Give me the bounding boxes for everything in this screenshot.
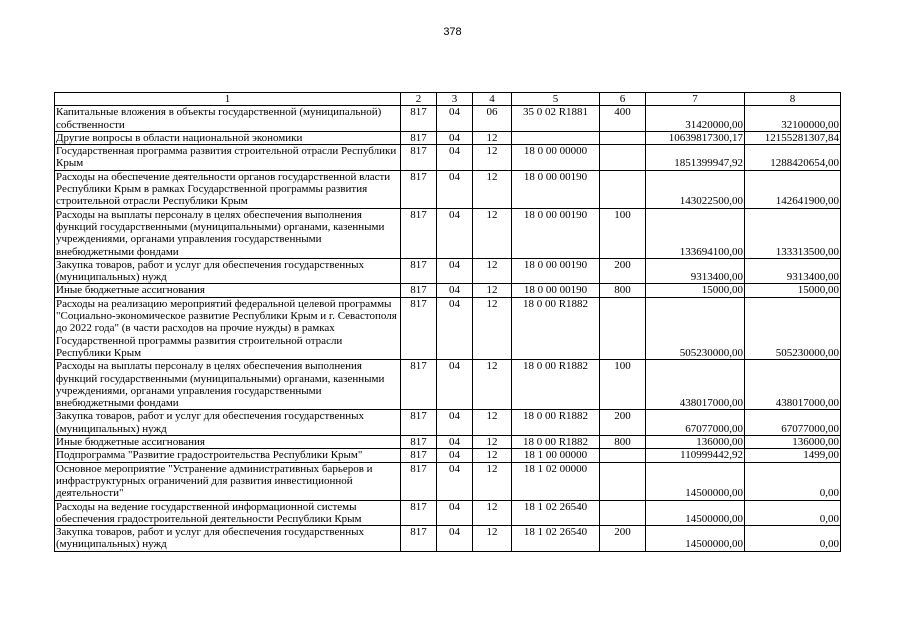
sum-year2-cell: 438017000,00 — [745, 360, 841, 410]
header-cell: 1 — [55, 93, 401, 106]
expense-type-cell — [600, 462, 646, 500]
ministry-code-cell: 817 — [401, 258, 437, 284]
target-code-cell: 18 1 02 26540 — [512, 526, 600, 552]
expense-type-cell: 800 — [600, 436, 646, 449]
ministry-code-cell: 817 — [401, 500, 437, 526]
row-name-cell: Основное мероприятие "Устранение административных барьеров и инфраструктурных ограничений для развития инвестиционной деятельности" — [55, 462, 401, 500]
subsection-code-cell: 06 — [473, 106, 512, 132]
row-name-cell: Закупка товаров, работ и услуг для обеспечения государственных (муниципальных) нужд — [55, 258, 401, 284]
target-code-cell: 18 1 02 26540 — [512, 500, 600, 526]
table-row — [55, 526, 841, 552]
subsection-code-cell: 12 — [473, 526, 512, 552]
subsection-code-cell: 12 — [473, 360, 512, 410]
row-name-cell: Иные бюджетные ассигнования — [55, 436, 401, 449]
sum-year2-cell: 1499,00 — [745, 449, 841, 462]
table-header-row — [55, 93, 841, 106]
row-name-cell: Иные бюджетные ассигнования — [55, 284, 401, 297]
target-code-cell: 18 1 00 00000 — [512, 449, 600, 462]
section-code-cell: 04 — [437, 284, 473, 297]
header-cell: 6 — [600, 93, 646, 106]
header-cell: 3 — [437, 93, 473, 106]
sum-year2-cell: 32100000,00 — [745, 106, 841, 132]
table-row — [55, 258, 841, 284]
ministry-code-cell: 817 — [401, 526, 437, 552]
target-code-cell: 18 0 00 00190 — [512, 170, 600, 208]
expense-type-cell — [600, 131, 646, 144]
target-code-cell — [512, 131, 600, 144]
subsection-code-cell: 12 — [473, 410, 512, 436]
target-code-cell: 18 0 00 00190 — [512, 258, 600, 284]
ministry-code-cell: 817 — [401, 284, 437, 297]
header-cell: 2 — [401, 93, 437, 106]
sum-year1-cell: 31420000,00 — [646, 106, 745, 132]
page-number: 378 — [443, 26, 462, 38]
ministry-code-cell: 817 — [401, 462, 437, 500]
subsection-code-cell: 12 — [473, 208, 512, 258]
sum-year1-cell: 10639817300,17 — [646, 131, 745, 144]
table-row — [55, 462, 841, 500]
ministry-code-cell: 817 — [401, 436, 437, 449]
target-code-cell: 18 1 02 00000 — [512, 462, 600, 500]
target-code-cell: 18 0 00 00190 — [512, 284, 600, 297]
section-code-cell: 04 — [437, 145, 473, 171]
table-row — [55, 500, 841, 526]
expense-type-cell: 100 — [600, 360, 646, 410]
subsection-code-cell: 12 — [473, 284, 512, 297]
sum-year1-cell: 15000,00 — [646, 284, 745, 297]
sum-year2-cell: 1288420654,00 — [745, 145, 841, 171]
sum-year2-cell: 0,00 — [745, 526, 841, 552]
ministry-code-cell: 817 — [401, 145, 437, 171]
sum-year2-cell: 0,00 — [745, 462, 841, 500]
section-code-cell: 04 — [437, 500, 473, 526]
expense-type-cell — [600, 449, 646, 462]
section-code-cell: 04 — [437, 526, 473, 552]
expense-type-cell — [600, 297, 646, 359]
sum-year1-cell: 14500000,00 — [646, 500, 745, 526]
section-code-cell: 04 — [437, 258, 473, 284]
subsection-code-cell: 12 — [473, 462, 512, 500]
row-name-cell: Капитальные вложения в объекты государственной (муниципальной) собственности — [55, 106, 401, 132]
subsection-code-cell: 12 — [473, 145, 512, 171]
sum-year1-cell: 14500000,00 — [646, 462, 745, 500]
table-row — [55, 106, 841, 132]
ministry-code-cell: 817 — [401, 360, 437, 410]
table-row — [55, 284, 841, 297]
table-row — [55, 145, 841, 171]
expense-type-cell — [600, 145, 646, 171]
row-name-cell: Подпрограмма "Развитие градостроительства Республики Крым" — [55, 449, 401, 462]
ministry-code-cell: 817 — [401, 208, 437, 258]
expense-type-cell: 100 — [600, 208, 646, 258]
sum-year1-cell: 1851399947,92 — [646, 145, 745, 171]
sum-year1-cell: 133694100,00 — [646, 208, 745, 258]
table-row — [55, 410, 841, 436]
sum-year1-cell: 9313400,00 — [646, 258, 745, 284]
subsection-code-cell: 12 — [473, 449, 512, 462]
target-code-cell: 35 0 02 R1881 — [512, 106, 600, 132]
subsection-code-cell: 12 — [473, 170, 512, 208]
subsection-code-cell: 12 — [473, 131, 512, 144]
sum-year1-cell: 505230000,00 — [646, 297, 745, 359]
row-name-cell: Другие вопросы в области национальной экономики — [55, 131, 401, 144]
sum-year1-cell: 14500000,00 — [646, 526, 745, 552]
sum-year2-cell: 15000,00 — [745, 284, 841, 297]
ministry-code-cell: 817 — [401, 410, 437, 436]
header-cell: 5 — [512, 93, 600, 106]
expense-type-cell: 200 — [600, 258, 646, 284]
expense-type-cell: 200 — [600, 410, 646, 436]
sum-year2-cell: 9313400,00 — [745, 258, 841, 284]
subsection-code-cell: 12 — [473, 258, 512, 284]
sum-year1-cell: 438017000,00 — [646, 360, 745, 410]
sum-year1-cell: 110999442,92 — [646, 449, 745, 462]
table-row — [55, 436, 841, 449]
row-name-cell: Государственная программа развития строительной отрасли Республики Крым — [55, 145, 401, 171]
section-code-cell: 04 — [437, 436, 473, 449]
section-code-cell: 04 — [437, 170, 473, 208]
table-row — [55, 360, 841, 410]
subsection-code-cell: 12 — [473, 297, 512, 359]
row-name-cell: Расходы на обеспечение деятельности органов государственной власти Республики Крым в рамках Государственной программы развития строительной отрасли Республики Крым — [55, 170, 401, 208]
subsection-code-cell: 12 — [473, 436, 512, 449]
sum-year2-cell: 0,00 — [745, 500, 841, 526]
section-code-cell: 04 — [437, 360, 473, 410]
table-row — [55, 208, 841, 258]
section-code-cell: 04 — [437, 410, 473, 436]
header-cell: 4 — [473, 93, 512, 106]
ministry-code-cell: 817 — [401, 297, 437, 359]
sum-year1-cell: 143022500,00 — [646, 170, 745, 208]
header-cell: 7 — [646, 93, 745, 106]
section-code-cell: 04 — [437, 208, 473, 258]
sum-year1-cell: 67077000,00 — [646, 410, 745, 436]
expense-type-cell: 200 — [600, 526, 646, 552]
target-code-cell: 18 0 00 R1882 — [512, 436, 600, 449]
ministry-code-cell: 817 — [401, 106, 437, 132]
target-code-cell: 18 0 00 00000 — [512, 145, 600, 171]
sum-year2-cell: 136000,00 — [745, 436, 841, 449]
sum-year1-cell: 136000,00 — [646, 436, 745, 449]
header-cell: 8 — [745, 93, 841, 106]
ministry-code-cell: 817 — [401, 449, 437, 462]
sum-year2-cell: 12155281307,84 — [745, 131, 841, 144]
section-code-cell: 04 — [437, 297, 473, 359]
table-row — [55, 170, 841, 208]
sum-year2-cell: 142641900,00 — [745, 170, 841, 208]
target-code-cell: 18 0 00 00190 — [512, 208, 600, 258]
section-code-cell: 04 — [437, 462, 473, 500]
row-name-cell: Закупка товаров, работ и услуг для обеспечения государственных (муниципальных) нужд — [55, 410, 401, 436]
table-row — [55, 131, 841, 144]
expense-type-cell — [600, 500, 646, 526]
target-code-cell: 18 0 00 R1882 — [512, 410, 600, 436]
sum-year2-cell: 505230000,00 — [745, 297, 841, 359]
ministry-code-cell: 817 — [401, 170, 437, 208]
section-code-cell: 04 — [437, 106, 473, 132]
expense-type-cell: 400 — [600, 106, 646, 132]
ministry-code-cell: 817 — [401, 131, 437, 144]
expense-type-cell — [600, 170, 646, 208]
row-name-cell: Закупка товаров, работ и услуг для обеспечения государственных (муниципальных) нужд — [55, 526, 401, 552]
row-name-cell: Расходы на реализацию мероприятий федеральной целевой программы "Социально-экономическое развитие Республики Крым и г. Севастополя до 2022 года" (в части расходов на прочие нужды) в рамках Государственной программы развития строительной отрасли Республики Крым — [55, 297, 401, 359]
sum-year2-cell: 67077000,00 — [745, 410, 841, 436]
row-name-cell: Расходы на выплаты персоналу в целях обеспечения выполнения функций государственными (муниципальными) органами, казенными учреждениями, органами управления государственными внебюджетными фондами — [55, 208, 401, 258]
subsection-code-cell: 12 — [473, 500, 512, 526]
section-code-cell: 04 — [437, 131, 473, 144]
table-row — [55, 297, 841, 359]
target-code-cell: 18 0 00 R1882 — [512, 297, 600, 359]
section-code-cell: 04 — [437, 449, 473, 462]
expense-type-cell: 800 — [600, 284, 646, 297]
sum-year2-cell: 133313500,00 — [745, 208, 841, 258]
target-code-cell: 18 0 00 R1882 — [512, 360, 600, 410]
row-name-cell: Расходы на выплаты персоналу в целях обеспечения выполнения функций государственными (муниципальными) органами, казенными учреждениями, органами управления государственными внебюджетными фондами — [55, 360, 401, 410]
row-name-cell: Расходы на ведение государственной информационной системы обеспечения градостроительной деятельности Республики Крым — [55, 500, 401, 526]
table-row — [55, 449, 841, 462]
budget-table — [54, 92, 841, 552]
